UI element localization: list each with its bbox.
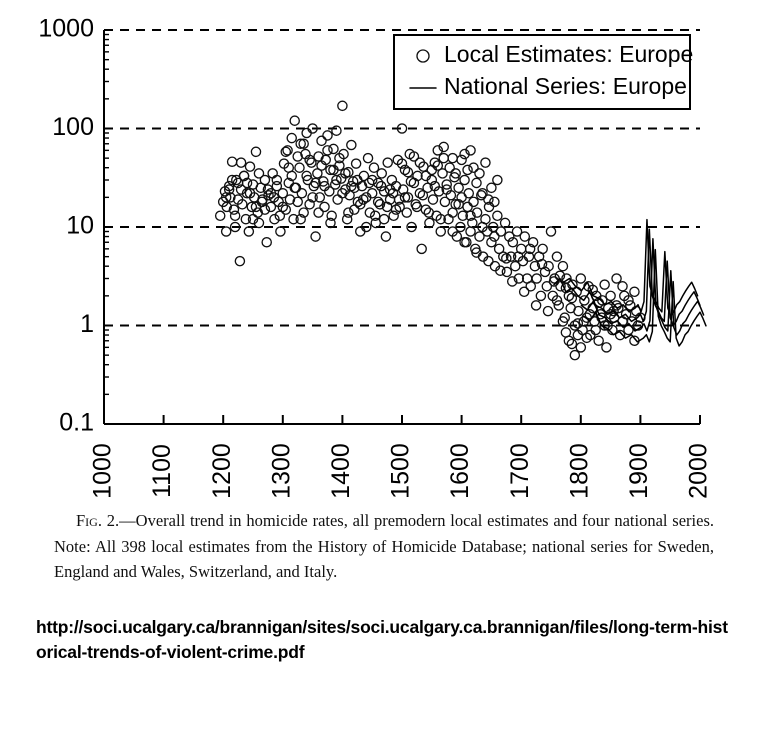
x-tick-label: 1700 xyxy=(505,443,534,499)
y-tick-label: 0.1 xyxy=(59,408,94,437)
x-axis-tick-labels xyxy=(89,443,713,499)
scatter-series-local-estimates xyxy=(216,101,645,360)
x-tick-label: 2000 xyxy=(684,443,713,499)
y-tick-label: 10 xyxy=(66,211,94,240)
figure-number: Fig. 2.— xyxy=(76,511,136,530)
x-tick-label: 1600 xyxy=(446,443,475,499)
x-tick-label: 1900 xyxy=(625,443,654,499)
legend-label-local-estimates: Local Estimates: Europe xyxy=(444,41,694,68)
y-tick-label: 1000 xyxy=(38,14,94,43)
x-tick-label: 1200 xyxy=(207,443,236,499)
y-tick-label: 100 xyxy=(52,113,94,142)
x-tick-label: 1800 xyxy=(565,443,594,499)
source-url[interactable]: http://soci.ucalgary.ca/brannigan/sites/soci.ucalgary.ca.brannigan/files/long-term-historical-trends-of-violent-crime.pdf xyxy=(36,617,728,663)
y-axis-tick-labels xyxy=(38,15,94,437)
chart-legend xyxy=(394,35,693,109)
legend-label-national-series: National Series: Europe xyxy=(444,73,687,100)
figure-caption xyxy=(54,508,714,585)
x-tick-label: 1500 xyxy=(386,443,415,499)
x-tick-label: 1400 xyxy=(327,443,356,499)
x-tick-label: 1000 xyxy=(88,443,117,499)
figure-caption-text: Overall trend in homicide rates, all premodern local estimates and four national series. Note: All 398 local estimates from the History of Homicide Database; national series for Sweden, England and Wales, Switzerland, and Italy. xyxy=(54,511,715,582)
x-tick-label: 1300 xyxy=(267,443,296,499)
x-tick-label: 1100 xyxy=(148,444,177,498)
y-tick-label: 1 xyxy=(80,310,94,339)
